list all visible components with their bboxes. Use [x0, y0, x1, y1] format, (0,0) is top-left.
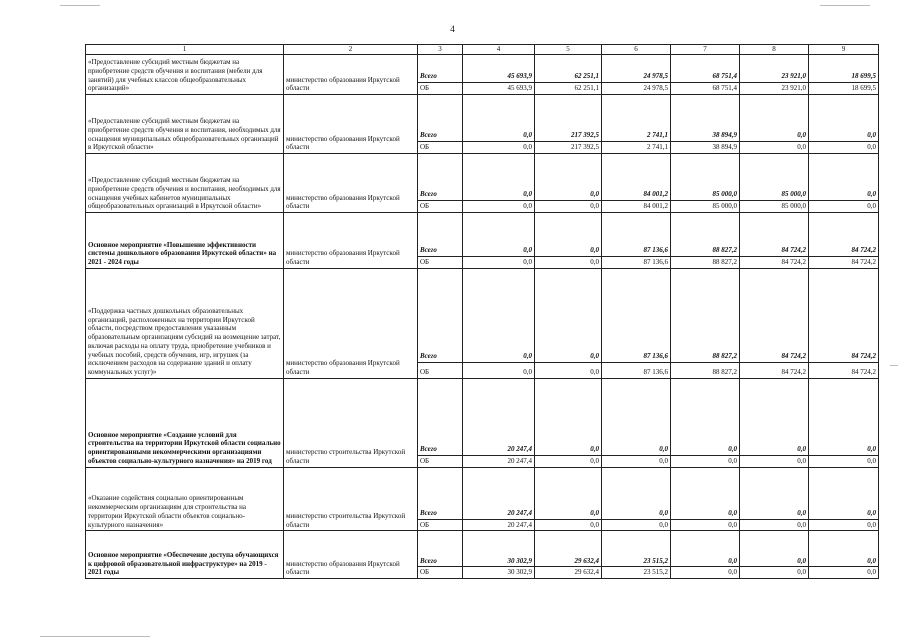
amount-cell: 0,0 [463, 268, 535, 362]
amount-cell: 0,0 [809, 154, 879, 201]
amount-cell: 45 693,9 [463, 55, 535, 83]
amount-cell: 45 693,9 [463, 83, 535, 95]
amount-cell: 0,0 [463, 201, 535, 213]
table-row [86, 55, 879, 83]
column-header: 7 [671, 45, 740, 55]
amount-cell: 0,0 [671, 455, 740, 467]
amount-cell: 88 827,2 [671, 213, 740, 257]
amount-cell: 62 251,1 [535, 55, 602, 83]
amount-cell: 87 136,6 [602, 213, 671, 257]
executor: министерство образования Иркутской области [284, 95, 418, 154]
amount-cell: 23 515,2 [602, 567, 671, 579]
amount-cell: 0,0 [463, 154, 535, 201]
amount-cell: 20 247,4 [463, 455, 535, 467]
amount-cell: 29 632,4 [535, 531, 602, 567]
table-row [86, 268, 879, 362]
amount-cell: 0,0 [671, 378, 740, 455]
funding-source: Всего [418, 55, 463, 83]
amount-cell: 0,0 [809, 142, 879, 154]
amount-cell: 217 392,5 [535, 142, 602, 154]
amount-cell: 0,0 [463, 95, 535, 142]
amount-cell: 87 136,6 [602, 257, 671, 269]
measure-name: «Предоставление субсидий местным бюджетам на приобретение средств обучения и воспитания, необходимых для оснащения муниципальных общеобразовательных организаций в Иркутской области» [86, 95, 284, 154]
amount-cell: 0,0 [809, 201, 879, 213]
amount-cell: 2 741,1 [602, 95, 671, 142]
amount-cell: 18 699,5 [809, 55, 879, 83]
funding-source: Всего [418, 268, 463, 362]
amount-cell: 0,0 [535, 455, 602, 467]
amount-cell: 0,0 [809, 567, 879, 579]
measure-name: «Предоставление субсидий местным бюджетам на приобретение средств обучения и воспитания (мебели для занятий) для учебных классов общеобразовательных организаций» [86, 55, 284, 95]
amount-cell: 0,0 [671, 531, 740, 567]
funding-source: Всего [418, 95, 463, 142]
executor: министерство образования Иркутской области [284, 531, 418, 579]
amount-cell: 0,0 [809, 95, 879, 142]
table-row [86, 213, 879, 257]
amount-cell: 20 247,4 [463, 519, 535, 531]
page-number: 4 [450, 24, 455, 34]
scan-artifact [60, 5, 100, 6]
amount-cell: 0,0 [535, 378, 602, 455]
amount-cell: 68 751,4 [671, 83, 740, 95]
amount-cell: 30 302,9 [463, 567, 535, 579]
amount-cell: 62 251,1 [535, 83, 602, 95]
amount-cell: 30 302,9 [463, 531, 535, 567]
column-number-row [86, 45, 879, 55]
amount-cell: 88 827,2 [671, 257, 740, 269]
amount-cell: 0,0 [535, 154, 602, 201]
amount-cell: 0,0 [740, 455, 809, 467]
amount-cell: 84 724,2 [809, 257, 879, 269]
executor: министерство строительства Иркутской области [284, 378, 418, 467]
amount-cell: 38 894,9 [671, 95, 740, 142]
amount-cell: 0,0 [535, 201, 602, 213]
amount-cell: 2 741,1 [602, 142, 671, 154]
funding-source: Всего [418, 467, 463, 519]
amount-cell: 0,0 [740, 519, 809, 531]
amount-cell: 84 724,2 [809, 213, 879, 257]
measure-name: «Предоставление субсидий местным бюджетам на приобретение средств обучения и воспитания, необходимых для оснащения учебных кабинетов муниципальных общеобразовательных организаций в Иркутской области» [86, 154, 284, 213]
funding-source: Всего [418, 531, 463, 567]
measure-name: Основное мероприятие «Создание условий для строительства на территории Иркутской области социально ориентированными некоммерческими организациями объектов социально-культурного назначения» на 2019 год [86, 378, 284, 467]
amount-cell: 68 751,4 [671, 55, 740, 83]
funding-source: ОБ [418, 257, 463, 269]
funding-source: ОБ [418, 142, 463, 154]
amount-cell: 84 724,2 [809, 362, 879, 378]
amount-cell: 0,0 [740, 531, 809, 567]
amount-cell: 23 921,0 [740, 83, 809, 95]
amount-cell: 0,0 [740, 95, 809, 142]
executor: министерство строительства Иркутской области [284, 467, 418, 531]
amount-cell: 0,0 [463, 362, 535, 378]
amount-cell: 23 921,0 [740, 55, 809, 83]
amount-cell: 20 247,4 [463, 467, 535, 519]
amount-cell: 0,0 [740, 142, 809, 154]
measure-name: «Поддержка частных дошкольных образовательных организаций, расположенных на территории Иркутской области, посредством предоставления указанным образовательным организациям субсидий на возмещение затрат, включая расходы на оплату труда, приобретение учебников и учебных пособий, средств обучения, игр, игрушек (за исключением расходов на содержание зданий и оплату коммунальных услуг)» [86, 268, 284, 378]
amount-cell: 0,0 [740, 467, 809, 519]
amount-cell: 0,0 [671, 519, 740, 531]
funding-source: Всего [418, 154, 463, 201]
column-header: 6 [602, 45, 671, 55]
amount-cell: 0,0 [671, 467, 740, 519]
amount-cell: 0,0 [535, 362, 602, 378]
measure-name: Основное мероприятие «Повышение эффективности системы дошкольного образования Иркутской области» на 2021 - 2024 годы [86, 213, 284, 269]
amount-cell: 84 724,2 [809, 268, 879, 362]
amount-cell: 87 136,6 [602, 362, 671, 378]
funding-source: ОБ [418, 455, 463, 467]
table-row [86, 95, 879, 142]
executor: министерство образования Иркутской области [284, 268, 418, 378]
table-row [86, 531, 879, 567]
amount-cell: 18 699,5 [809, 83, 879, 95]
scan-artifact [40, 636, 150, 637]
column-header: 9 [809, 45, 879, 55]
amount-cell: 24 978,5 [602, 55, 671, 83]
amount-cell: 0,0 [535, 213, 602, 257]
executor: министерство образования Иркутской области [284, 154, 418, 213]
column-header: 1 [86, 45, 284, 55]
amount-cell: 85 000,0 [671, 201, 740, 213]
amount-cell: 0,0 [740, 567, 809, 579]
amount-cell: 0,0 [535, 268, 602, 362]
amount-cell: 38 894,9 [671, 142, 740, 154]
table-row [86, 467, 879, 519]
amount-cell: 88 827,2 [671, 268, 740, 362]
amount-cell: 29 632,4 [535, 567, 602, 579]
amount-cell: 84 001,2 [602, 154, 671, 201]
amount-cell: 0,0 [809, 531, 879, 567]
amount-cell: 0,0 [463, 257, 535, 269]
executor: министерство образования Иркутской области [284, 55, 418, 95]
funding-source: ОБ [418, 567, 463, 579]
funding-source: ОБ [418, 519, 463, 531]
amount-cell: 20 247,4 [463, 378, 535, 455]
amount-cell: 84 724,2 [740, 213, 809, 257]
column-header: 5 [535, 45, 602, 55]
amount-cell: 85 000,0 [740, 154, 809, 201]
amount-cell: 0,0 [463, 213, 535, 257]
amount-cell: 0,0 [602, 519, 671, 531]
table-row [86, 154, 879, 201]
amount-cell: 0,0 [463, 142, 535, 154]
funding-source: ОБ [418, 362, 463, 378]
column-header: 2 [284, 45, 418, 55]
scan-artifact [820, 5, 870, 6]
amount-cell: 87 136,6 [602, 268, 671, 362]
amount-cell: 84 001,2 [602, 201, 671, 213]
amount-cell: 0,0 [809, 467, 879, 519]
amount-cell: 84 724,2 [740, 268, 809, 362]
funding-source: ОБ [418, 201, 463, 213]
measure-name: «Оказание содействия социально ориентированным некоммерческим организациям для строительства на территории Иркутской области объектов социально-культурного назначения» [86, 467, 284, 531]
table-row [86, 378, 879, 455]
amount-cell: 217 392,5 [535, 95, 602, 142]
amount-cell: 84 724,2 [740, 362, 809, 378]
measure-name: Основное мероприятие «Обеспечение доступа обучающихся к цифровой образовательной инфраструктуре» на 2019 - 2021 годы [86, 531, 284, 579]
amount-cell: 0,0 [671, 567, 740, 579]
amount-cell: 0,0 [602, 378, 671, 455]
column-header: 3 [418, 45, 463, 55]
amount-cell: 0,0 [535, 257, 602, 269]
amount-cell: 0,0 [602, 455, 671, 467]
funding-source: Всего [418, 378, 463, 455]
amount-cell: 85 000,0 [671, 154, 740, 201]
scan-artifact [890, 365, 898, 366]
amount-cell: 0,0 [535, 519, 602, 531]
amount-cell: 23 515,2 [602, 531, 671, 567]
amount-cell: 0,0 [809, 378, 879, 455]
amount-cell: 84 724,2 [740, 257, 809, 269]
column-header: 4 [463, 45, 535, 55]
executor: министерство образования Иркутской области [284, 213, 418, 269]
amount-cell: 0,0 [809, 455, 879, 467]
budget-table [85, 44, 879, 579]
amount-cell: 0,0 [602, 467, 671, 519]
amount-cell: 85 000,0 [740, 201, 809, 213]
amount-cell: 88 827,2 [671, 362, 740, 378]
funding-source: ОБ [418, 83, 463, 95]
amount-cell: 0,0 [740, 378, 809, 455]
amount-cell: 0,0 [809, 519, 879, 531]
amount-cell: 0,0 [535, 467, 602, 519]
amount-cell: 24 978,5 [602, 83, 671, 95]
column-header: 8 [740, 45, 809, 55]
funding-source: Всего [418, 213, 463, 257]
